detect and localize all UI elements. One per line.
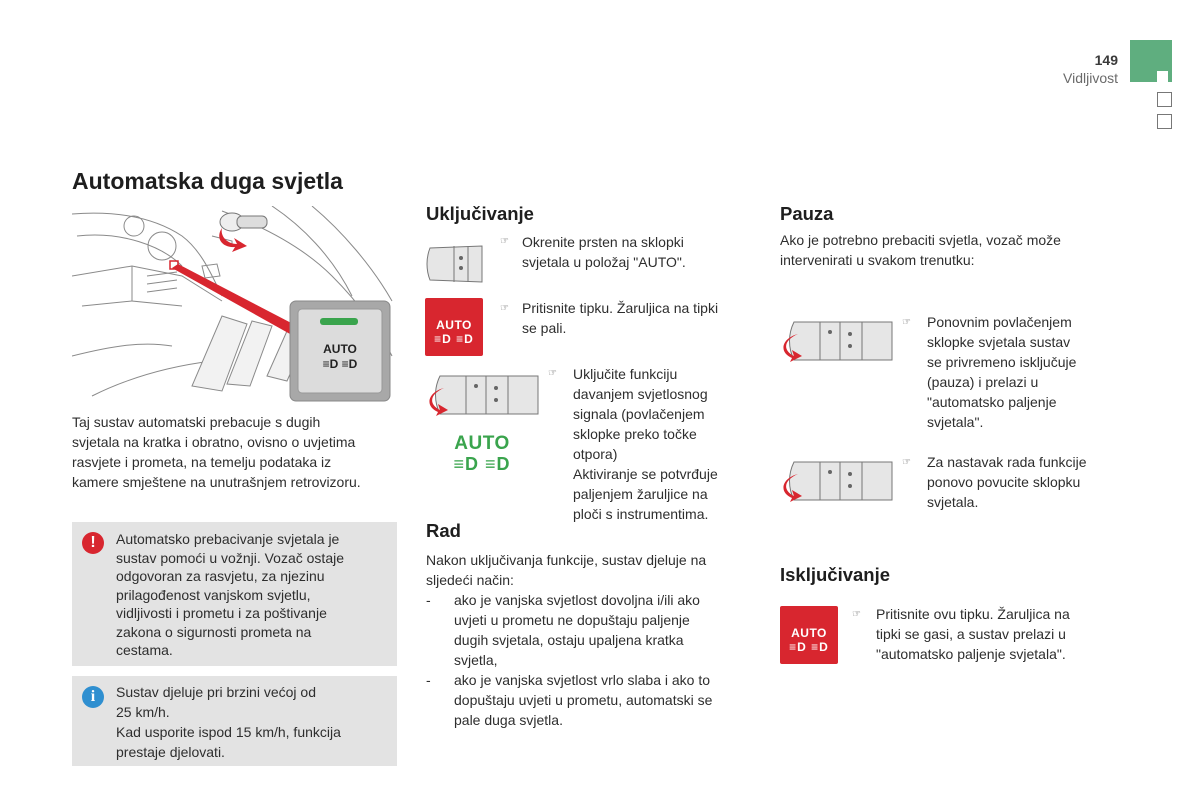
pauza-step2	[927, 452, 1117, 512]
ukljucivanje-step1	[522, 232, 752, 272]
step-line: svjetala".	[927, 414, 984, 430]
step-line: svjetala.	[927, 494, 979, 510]
pauza-line: Ako je potrebno prebaciti svjetla, vozač može	[780, 232, 1061, 248]
step-line: otpora)	[573, 446, 618, 462]
heading-rad: Rad	[426, 520, 461, 541]
intro-line: rasvjete i prometa, na temelju podataka iz	[72, 454, 332, 470]
iskljucivanje-step1	[876, 604, 1116, 664]
intro-line: svjetala na kratka i obratno, ovisno o uvjetima	[72, 434, 356, 450]
section-tab-marker	[1157, 71, 1168, 82]
pauza-intro	[780, 230, 1120, 270]
lever-icon	[220, 213, 267, 231]
auto-symbols: ≡D ≡D	[453, 454, 511, 474]
list-dash: -	[426, 672, 431, 688]
list-line: dopuštaju uvjeti u prometu, automatski se	[454, 692, 713, 708]
bullet-icon: ☞	[548, 368, 557, 379]
lever-pull-illustration	[780, 456, 894, 510]
step-line: Okrenite prsten na sklopki	[522, 234, 684, 250]
step-line: ploči s instrumentima.	[573, 506, 709, 522]
list-line: uvjeti u prometu ne dopuštaju paljenje	[454, 612, 690, 628]
ukljucivanje-step3	[573, 364, 753, 524]
step-line: sklopke svjetala sustav	[927, 334, 1071, 350]
dashboard-drawing	[72, 206, 397, 406]
bullet-icon: ☞	[500, 236, 509, 247]
auto-indicator-green	[447, 433, 517, 473]
list-line: ako je vanjska svjetlost dovoljna i/ili ako	[454, 592, 700, 608]
info-line: Sustav djeluje pri brzini većoj od	[116, 684, 316, 700]
rad-line: Nakon uključivanja funkcije, sustav djeluje na	[426, 552, 707, 568]
warning-line: prilagođenost vanjskom svjetlu,	[116, 586, 311, 603]
ukljucivanje-step2	[522, 298, 752, 338]
warning-line: sustav pomoći u vožnji. Vozač ostaje	[116, 549, 345, 566]
info-note	[72, 676, 397, 766]
section-tab-box	[1157, 92, 1172, 107]
step-line: davanjem svjetlosnog	[573, 386, 708, 402]
list-line: pale duga svjetla.	[454, 712, 563, 728]
list-line: svjetla,	[454, 652, 498, 668]
page-title: Automatska duga svjetla	[72, 168, 343, 194]
intro-text	[72, 412, 402, 492]
pauza-step1	[927, 312, 1117, 432]
rad-line: sljedeći način:	[426, 572, 514, 588]
auto-label: AUTO	[454, 433, 510, 454]
lever-ring-drawing	[424, 238, 484, 288]
lever-ring-illustration	[424, 238, 484, 288]
lever-pull-drawing	[780, 456, 894, 510]
step-line: se pali.	[522, 320, 567, 336]
warning-icon: !	[82, 532, 104, 554]
pull-arrow-icon	[219, 228, 247, 252]
info-line: prestaje djelovati.	[116, 744, 225, 760]
info-icon: i	[82, 686, 104, 708]
page-number: 149	[1094, 52, 1118, 68]
auto-button-red	[425, 298, 483, 356]
step-line: Za nastavak rada funkcije	[927, 454, 1087, 470]
warning-line: vidljivosti i prometu i za poštivanje	[116, 605, 327, 621]
pauza-line: intervenirati u svakom trenutku:	[780, 252, 975, 268]
step-line: (pauza) i prelazi u	[927, 374, 1039, 390]
step-line: svjetala u položaj "AUTO".	[522, 254, 686, 270]
lever-pull-drawing	[426, 368, 540, 422]
warning-text	[116, 530, 386, 660]
lever-pull-illustration	[426, 368, 540, 422]
intro-line: Taj sustav automatski prebacuje s dugih	[72, 414, 321, 430]
step-line: Ponovnim povlačenjem	[927, 314, 1072, 330]
section-tab-box	[1157, 114, 1172, 129]
heading-ukljucivanje: Uključivanje	[426, 203, 534, 224]
step-line: ponovo povucite sklopku	[927, 474, 1081, 490]
step-line: sklopke preko točke	[573, 426, 697, 442]
step-line: Uključite funkciju	[573, 366, 678, 382]
lever-pull-illustration	[780, 316, 894, 370]
step-line: paljenjem žaruljice na	[573, 486, 708, 502]
step-line: Pritisnite tipku. Žaruljica na tipki	[522, 300, 719, 316]
step-line: signala (povlačenjem	[573, 406, 705, 422]
auto-label: AUTO	[791, 626, 827, 640]
warning-line: odgovoran za rasvjetu, za njezinu	[116, 568, 325, 584]
auto-symbols: ≡D ≡D	[434, 332, 474, 346]
bullet-icon: ☞	[902, 317, 911, 328]
lever-pull-drawing	[780, 316, 894, 370]
heading-iskljucivanje: Isključivanje	[780, 564, 891, 585]
bullet-icon: ☞	[902, 457, 911, 468]
auto-button-label: AUTO	[323, 342, 357, 356]
list-dash: -	[426, 592, 431, 608]
heading-pauza: Pauza	[780, 203, 834, 224]
rad-text	[426, 550, 756, 730]
section-name: Vidljivost	[1063, 70, 1118, 86]
info-line: Kad usporite ispod 15 km/h, funkcija	[116, 724, 341, 740]
list-item	[426, 590, 756, 670]
step-line: tipki se gasi, a sustav prelazi u	[876, 626, 1066, 642]
info-text	[116, 682, 386, 762]
list-line: ako je vanjska svjetlost vrlo slaba i ako to	[454, 672, 711, 688]
step-line: Aktiviranje se potvrđuje	[573, 466, 718, 482]
info-line: 25 km/h.	[116, 704, 170, 720]
step-line: se privremeno isključuje	[927, 354, 1077, 370]
rad-list	[426, 590, 756, 730]
step-line: "automatsko paljenje	[927, 394, 1057, 410]
dashboard-illustration	[72, 206, 397, 406]
warning-line: zakona o sigurnosti prometa na	[116, 623, 312, 640]
list-item	[426, 670, 756, 730]
auto-button-symbols: ≡D ≡D	[322, 357, 358, 371]
bullet-icon: ☞	[500, 303, 509, 314]
intro-line: kamere smještene na unutrašnjem retrovizoru.	[72, 474, 361, 490]
step-line: "automatsko paljenje svjetala".	[876, 646, 1066, 662]
list-line: dugih svjetala, ostaju upaljena kratka	[454, 632, 684, 648]
auto-button-red	[780, 606, 838, 664]
bullet-icon: ☞	[852, 609, 861, 620]
auto-label: AUTO	[436, 318, 472, 332]
auto-symbols: ≡D ≡D	[789, 640, 829, 654]
warning-line: Automatsko prebacivanje svjetala je	[116, 531, 340, 547]
warning-note	[72, 522, 397, 666]
warning-line: cestama.	[116, 642, 173, 658]
step-line: Pritisnite ovu tipku. Žaruljica na	[876, 606, 1070, 622]
